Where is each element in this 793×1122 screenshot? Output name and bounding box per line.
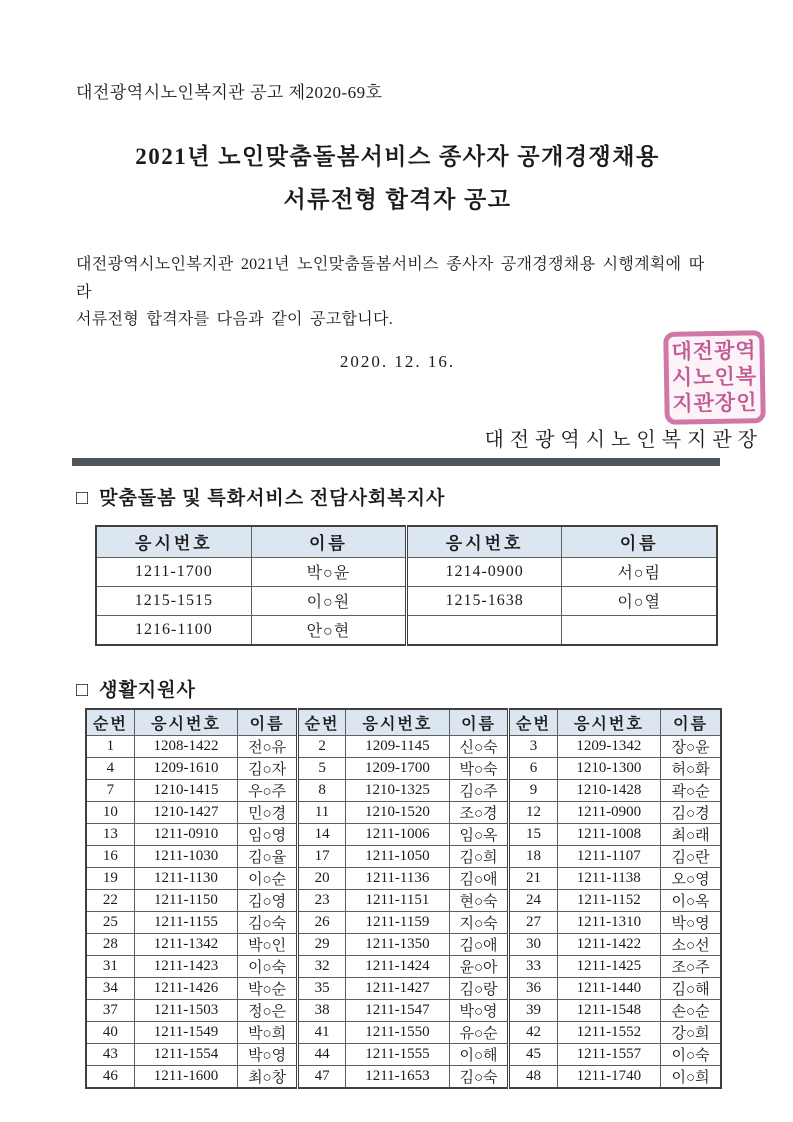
table-cell: 1211-1107 xyxy=(557,845,661,867)
table-cell: 5 xyxy=(297,757,345,779)
table-cell: 박○인 xyxy=(238,933,298,955)
table-cell: 이○숙 xyxy=(661,1043,721,1065)
announcement-date: 2020. 12. 16. xyxy=(339,351,456,371)
table-cell: 김○해 xyxy=(661,977,721,999)
column-header: 응시번호 xyxy=(96,526,251,558)
table-row xyxy=(86,933,721,955)
table-cell: 1211-1554 xyxy=(134,1043,238,1065)
table-cell: 1211-1151 xyxy=(346,889,450,911)
table-cell: 36 xyxy=(509,977,557,999)
table-cell: 강○희 xyxy=(661,1021,721,1043)
table-cell: 1211-1547 xyxy=(346,999,450,1021)
stamp-text-line2: 시노인복 xyxy=(671,364,758,390)
table-cell: 1211-1350 xyxy=(346,933,450,955)
table-cell: 30 xyxy=(509,933,557,955)
table-cell: 4 xyxy=(86,757,134,779)
table-cell: 이○원 xyxy=(251,586,406,615)
table-cell: 이○해 xyxy=(449,1043,509,1065)
table-cell: 1211-1050 xyxy=(346,845,450,867)
table-cell: 26 xyxy=(297,911,345,933)
table-cell: 1211-1310 xyxy=(557,911,661,933)
table-cell: 1216-1100 xyxy=(96,615,251,645)
table-cell: 안○현 xyxy=(251,615,406,645)
table-cell: 1211-1555 xyxy=(346,1043,450,1065)
table-row xyxy=(86,1021,721,1043)
table-cell: 김○주 xyxy=(449,779,509,801)
table-cell: 1211-1030 xyxy=(134,845,238,867)
table-cell: 1211-1008 xyxy=(557,823,661,845)
checkbox-square-icon: □ xyxy=(76,486,90,509)
table-cell: 39 xyxy=(509,999,557,1021)
table-cell: 45 xyxy=(509,1043,557,1065)
table-cell: 신○숙 xyxy=(449,735,509,757)
table-row xyxy=(86,911,721,933)
table-cell: 김○랑 xyxy=(449,977,509,999)
table-cell: 1209-1700 xyxy=(346,757,450,779)
table-cell: 1214-0900 xyxy=(407,557,562,586)
table-cell: 1211-0900 xyxy=(557,801,661,823)
signer-title: 대전광역시노인복지관장 xyxy=(484,428,763,451)
table-cell: 12 xyxy=(509,801,557,823)
table-header-row xyxy=(96,526,717,558)
table-row xyxy=(86,757,721,779)
table-cell: 소○선 xyxy=(661,933,721,955)
table-cell: 18 xyxy=(509,845,557,867)
announcement-body xyxy=(76,251,719,334)
table-cell: 1209-1610 xyxy=(134,757,238,779)
table-cell: 박○희 xyxy=(238,1021,298,1043)
table-cell: 1 xyxy=(86,735,134,757)
table-cell: 지○숙 xyxy=(449,911,509,933)
table-cell: 28 xyxy=(86,933,134,955)
table-cell: 33 xyxy=(509,955,557,977)
table-cell: 박○순 xyxy=(238,977,298,999)
table-cell: 김○애 xyxy=(449,933,509,955)
section-heading-social-worker xyxy=(76,483,719,510)
table-cell: 44 xyxy=(297,1043,345,1065)
table-cell: 유○순 xyxy=(449,1021,509,1043)
table-cell: 김○숙 xyxy=(449,1065,509,1088)
notice-number: 대전광역시노인복지관 공고 제2020-69호 xyxy=(76,83,383,102)
table-cell: 1210-1415 xyxy=(134,779,238,801)
announcement-body-line1: 대전광역시노인복지관 2021년 노인맞춤돌봄서비스 종사자 공개경쟁채용 시행계획에 따라 xyxy=(76,256,705,301)
table-cell: 김○란 xyxy=(661,845,721,867)
table-row xyxy=(86,999,721,1021)
column-header: 순번 xyxy=(297,709,345,736)
table-cell: 김○숙 xyxy=(238,911,298,933)
table-cell: 3 xyxy=(509,735,557,757)
table-cell: 박○영 xyxy=(449,999,509,1021)
column-header: 응시번호 xyxy=(346,709,450,736)
table-cell: 1211-1550 xyxy=(346,1021,450,1043)
table-cell: 22 xyxy=(86,889,134,911)
table-cell: 19 xyxy=(86,867,134,889)
social-worker-pass-table xyxy=(95,525,718,646)
signature-row xyxy=(76,372,763,458)
column-header: 이름 xyxy=(661,709,721,736)
table-cell: 34 xyxy=(86,977,134,999)
table-cell: 1211-1503 xyxy=(134,999,238,1021)
table-row xyxy=(86,801,721,823)
table-cell: 박○윤 xyxy=(251,557,406,586)
table-cell: 41 xyxy=(297,1021,345,1043)
table-cell: 임○영 xyxy=(238,823,298,845)
table-cell: 김○영 xyxy=(238,889,298,911)
table-cell: 최○래 xyxy=(661,823,721,845)
table-row xyxy=(86,1043,721,1065)
table-row xyxy=(86,1065,721,1088)
table-cell: 1211-1600 xyxy=(134,1065,238,1088)
table-cell: 42 xyxy=(509,1021,557,1043)
table-cell: 16 xyxy=(86,845,134,867)
table-cell: 김○율 xyxy=(238,845,298,867)
table-cell: 허○화 xyxy=(661,757,721,779)
stamp-text-line1: 대전광역 xyxy=(671,338,757,364)
table-cell: 1211-1552 xyxy=(557,1021,661,1043)
table-cell: 이○순 xyxy=(238,867,298,889)
table-cell: 20 xyxy=(297,867,345,889)
table-cell: 1215-1638 xyxy=(407,586,562,615)
table-cell: 6 xyxy=(509,757,557,779)
document-title-line2: 서류전형 합격자 공고 xyxy=(283,186,512,212)
table-cell: 박○영 xyxy=(238,1043,298,1065)
table-cell: 1211-1740 xyxy=(557,1065,661,1088)
table-cell xyxy=(562,615,717,645)
table-cell: 박○숙 xyxy=(449,757,509,779)
column-header: 순번 xyxy=(509,709,557,736)
table-row xyxy=(86,779,721,801)
stamp-text-line3: 지관장인 xyxy=(672,390,758,416)
table-row xyxy=(86,889,721,911)
section-heading-life-supporter xyxy=(76,675,719,702)
table-cell: 7 xyxy=(86,779,134,801)
table-row xyxy=(86,867,721,889)
column-header: 응시번호 xyxy=(407,526,562,558)
table-cell: 1211-1424 xyxy=(346,955,450,977)
column-header: 이름 xyxy=(251,526,406,558)
table-cell: 27 xyxy=(509,911,557,933)
table-cell: 17 xyxy=(297,845,345,867)
table-cell: 1209-1145 xyxy=(346,735,450,757)
table-row xyxy=(96,557,717,586)
column-header: 응시번호 xyxy=(557,709,661,736)
table-cell: 민○경 xyxy=(238,801,298,823)
table-cell: 1211-1159 xyxy=(346,911,450,933)
table-cell: 1210-1300 xyxy=(557,757,661,779)
table-cell: 21 xyxy=(509,867,557,889)
table-cell: 1211-1557 xyxy=(557,1043,661,1065)
table-cell: 이○숙 xyxy=(238,955,298,977)
table-cell: 2 xyxy=(297,735,345,757)
table-cell: 1211-1700 xyxy=(96,557,251,586)
document-title-line1: 2021년 노인맞춤돌봄서비스 종사자 공개경쟁채용 xyxy=(135,144,660,169)
table-cell: 11 xyxy=(297,801,345,823)
table-cell: 47 xyxy=(297,1065,345,1088)
table-cell: 이○희 xyxy=(661,1065,721,1088)
table-cell: 1211-1548 xyxy=(557,999,661,1021)
table-cell xyxy=(407,615,562,645)
table-row xyxy=(86,845,721,867)
table-row xyxy=(96,615,717,645)
table-cell: 1211-1130 xyxy=(134,867,238,889)
section-heading-label: 생활지원사 xyxy=(99,679,196,701)
table-cell: 오○영 xyxy=(661,867,721,889)
table-cell: 1211-1427 xyxy=(346,977,450,999)
table-cell: 1211-1549 xyxy=(134,1021,238,1043)
table-row xyxy=(86,735,721,757)
column-header: 이름 xyxy=(562,526,717,558)
table-cell: 1211-1422 xyxy=(557,933,661,955)
table-cell: 1211-1440 xyxy=(557,977,661,999)
checkbox-square-icon: □ xyxy=(76,678,90,701)
table-cell: 29 xyxy=(297,933,345,955)
table-cell: 1211-1155 xyxy=(134,911,238,933)
table-header-row xyxy=(86,709,721,736)
table-cell: 15 xyxy=(509,823,557,845)
table-cell: 최○창 xyxy=(238,1065,298,1088)
table-cell: 조○주 xyxy=(661,955,721,977)
table-cell: 조○경 xyxy=(449,801,509,823)
table-cell: 장○윤 xyxy=(661,735,721,757)
table-cell: 1210-1325 xyxy=(346,779,450,801)
table-cell: 32 xyxy=(297,955,345,977)
table-cell: 10 xyxy=(86,801,134,823)
table-cell: 40 xyxy=(86,1021,134,1043)
table-cell: 1211-1653 xyxy=(346,1065,450,1088)
table-cell: 13 xyxy=(86,823,134,845)
table-cell: 38 xyxy=(297,999,345,1021)
table-cell: 1211-1426 xyxy=(134,977,238,999)
table-cell: 윤○아 xyxy=(449,955,509,977)
table-cell: 1215-1515 xyxy=(96,586,251,615)
table-cell: 46 xyxy=(86,1065,134,1088)
table-cell: 1211-1150 xyxy=(134,889,238,911)
table-cell: 31 xyxy=(86,955,134,977)
table-cell: 25 xyxy=(86,911,134,933)
table-row xyxy=(96,586,717,615)
column-header: 응시번호 xyxy=(134,709,238,736)
table-cell: 1211-1425 xyxy=(557,955,661,977)
table-cell: 24 xyxy=(509,889,557,911)
section-divider xyxy=(72,458,720,466)
section-heading-label: 맞춤돌봄 및 특화서비스 전담사회복지사 xyxy=(99,487,446,509)
table-cell: 1210-1520 xyxy=(346,801,450,823)
column-header: 이름 xyxy=(238,709,298,736)
official-seal-stamp xyxy=(663,330,766,425)
table-cell: 1211-1423 xyxy=(134,955,238,977)
column-header: 순번 xyxy=(86,709,134,736)
table-cell: 14 xyxy=(297,823,345,845)
table-cell: 1211-1342 xyxy=(134,933,238,955)
table-cell: 우○주 xyxy=(238,779,298,801)
table-cell: 서○림 xyxy=(562,557,717,586)
table-row xyxy=(86,955,721,977)
table-cell: 8 xyxy=(297,779,345,801)
table-cell: 1211-1136 xyxy=(346,867,450,889)
table-cell: 43 xyxy=(86,1043,134,1065)
table-cell: 김○애 xyxy=(449,867,509,889)
table-cell: 1208-1422 xyxy=(134,735,238,757)
table-cell: 김○자 xyxy=(238,757,298,779)
table-cell: 김○경 xyxy=(661,801,721,823)
table-cell: 1209-1342 xyxy=(557,735,661,757)
table-cell: 1211-0910 xyxy=(134,823,238,845)
table-cell: 임○옥 xyxy=(449,823,509,845)
table-cell: 35 xyxy=(297,977,345,999)
life-supporter-pass-table xyxy=(85,708,722,1089)
table-row xyxy=(86,823,721,845)
table-cell: 곽○순 xyxy=(661,779,721,801)
table-cell: 김○희 xyxy=(449,845,509,867)
table-cell: 정○은 xyxy=(238,999,298,1021)
table-cell: 현○숙 xyxy=(449,889,509,911)
table-cell: 전○유 xyxy=(238,735,298,757)
table-cell: 9 xyxy=(509,779,557,801)
table-row xyxy=(86,977,721,999)
table-cell: 48 xyxy=(509,1065,557,1088)
table-cell: 1210-1428 xyxy=(557,779,661,801)
table-cell: 손○순 xyxy=(661,999,721,1021)
announcement-body-line2: 서류전형 합격자를 다음과 같이 공고합니다. xyxy=(76,311,394,329)
table-cell: 1210-1427 xyxy=(134,801,238,823)
table-cell: 1211-1152 xyxy=(557,889,661,911)
document-title xyxy=(76,136,719,221)
table-cell: 23 xyxy=(297,889,345,911)
table-cell: 37 xyxy=(86,999,134,1021)
table-cell: 박○영 xyxy=(661,911,721,933)
table-cell: 1211-1138 xyxy=(557,867,661,889)
table-cell: 1211-1006 xyxy=(346,823,450,845)
column-header: 이름 xyxy=(449,709,509,736)
table-cell: 이○열 xyxy=(562,586,717,615)
table-cell: 이○옥 xyxy=(661,889,721,911)
